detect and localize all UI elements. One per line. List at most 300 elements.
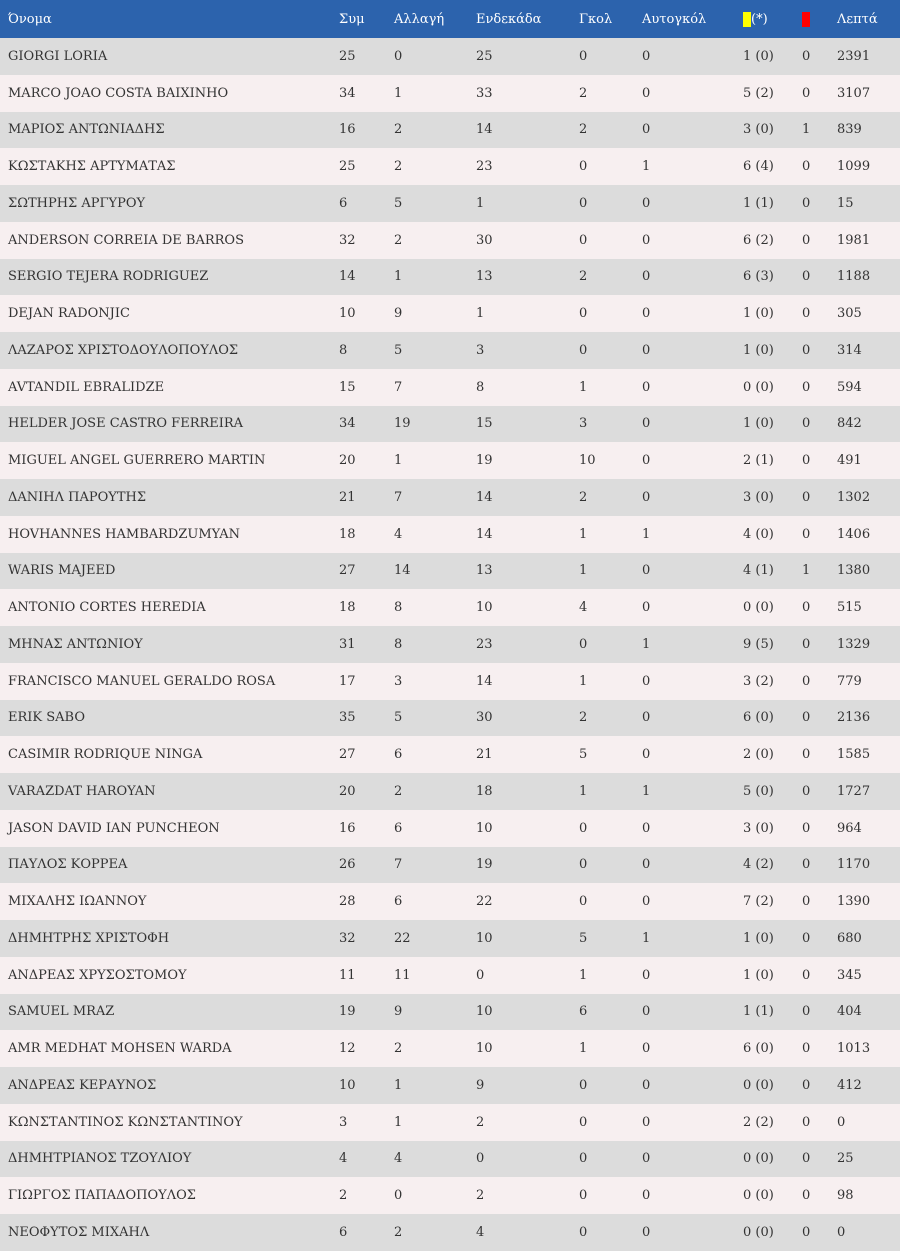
starter-cell: 10 [476,1004,493,1020]
substitute-cell: 0 [394,1188,403,1204]
substitute-cell: 6 [394,894,403,910]
table-row [0,736,900,773]
column-header-substitute[interactable]: Αλλαγή [394,11,445,27]
goals-cell: 0 [579,159,588,175]
player-name-cell[interactable]: GIORGI LORIA [8,48,108,64]
goals-cell: 0 [579,48,588,64]
table-row [0,1030,900,1067]
column-header-starter[interactable]: Ενδεκάδα [476,11,542,27]
player-name-cell[interactable]: DEJAN RADONJIC [8,306,130,322]
yellow-cards-cell: 6 (3) [743,269,774,285]
starter-cell: 4 [476,1224,485,1240]
player-name-cell[interactable]: ΑΝΔΡΕΑΣ ΧΡΥΣΟΣΤΟΜΟΥ [8,967,187,983]
yellow-cards-cell: 6 (0) [743,1041,774,1057]
red-cards-cell: 0 [802,1224,811,1240]
goals-cell: 0 [579,195,588,211]
goals-cell: 1 [579,526,588,542]
own-goals-cell: 0 [642,85,651,101]
red-cards-cell: 0 [802,1041,811,1057]
substitute-cell: 5 [394,342,403,358]
goals-cell: 2 [579,489,588,505]
yellow-cards-cell: 0 (0) [743,379,774,395]
player-name-cell[interactable]: ΑΝΔΡΕΑΣ ΚΕΡΑΥΝΟΣ [8,1077,157,1093]
substitute-cell: 5 [394,195,403,211]
yellow-cards-cell: 1 (0) [743,930,774,946]
minutes-cell: 1170 [837,857,871,873]
own-goals-cell: 0 [642,269,651,285]
own-goals-cell: 0 [642,232,651,248]
yellow-cards-cell: 2 (1) [743,453,774,469]
minutes-cell: 594 [837,379,862,395]
own-goals-cell: 0 [642,1077,651,1093]
red-cards-cell: 0 [802,85,811,101]
yellow-cards-cell: 5 (2) [743,85,774,101]
substitute-cell: 8 [394,636,403,652]
substitute-cell: 14 [394,563,411,579]
minutes-cell: 314 [837,342,862,358]
starter-cell: 30 [476,232,493,248]
column-header-minutes[interactable]: Λεπτά [837,11,878,27]
player-name-cell[interactable]: AVTANDIL EBRALIDZE [8,379,165,395]
player-name-cell[interactable]: ΣΩΤΗΡΗΣ ΑΡΓΥΡΟΥ [8,195,146,211]
substitute-cell: 1 [394,269,403,285]
starter-cell: 3 [476,342,485,358]
table-row [0,1141,900,1178]
starter-cell: 19 [476,857,493,873]
starter-cell: 15 [476,416,493,432]
minutes-cell: 1013 [837,1041,871,1057]
red-cards-cell: 0 [802,342,811,358]
yellow-cards-cell: 1 (0) [743,306,774,322]
red-cards-cell: 0 [802,1188,811,1204]
player-name-cell[interactable]: VARAZDAT HAROYAN [8,783,156,799]
yellow-cards-cell: 0 (0) [743,600,774,616]
starter-cell: 2 [476,1114,485,1130]
starter-cell: 9 [476,1077,485,1093]
minutes-cell: 404 [837,1004,862,1020]
appearances-cell: 3 [339,1114,348,1130]
minutes-cell: 491 [837,453,862,469]
starter-cell: 10 [476,930,493,946]
table-row [0,148,900,185]
minutes-cell: 842 [837,416,862,432]
minutes-cell: 0 [837,1114,846,1130]
table-row [0,626,900,663]
starter-cell: 13 [476,563,493,579]
red-cards-cell: 0 [802,453,811,469]
minutes-cell: 1727 [837,783,871,799]
yellow-cards-cell: 0 (0) [743,1188,774,1204]
own-goals-cell: 0 [642,306,651,322]
player-name-cell[interactable]: ANTONIO CORTES HEREDIA [8,600,206,616]
yellow-cards-cell: 1 (0) [743,967,774,983]
appearances-cell: 12 [339,1041,356,1057]
column-header-name[interactable]: Όνομα [8,11,52,27]
yellow-cards-suffix: (*) [751,11,768,27]
goals-cell: 0 [579,1077,588,1093]
red-cards-cell: 0 [802,269,811,285]
appearances-cell: 18 [339,526,356,542]
table-row [0,994,900,1031]
substitute-cell: 1 [394,453,403,469]
column-header-appearances[interactable]: Συμ [339,11,365,27]
appearances-cell: 6 [339,1224,348,1240]
own-goals-cell: 0 [642,967,651,983]
appearances-cell: 25 [339,159,356,175]
goals-cell: 2 [579,122,588,138]
table-row [0,773,900,810]
goals-cell: 5 [579,747,588,763]
minutes-cell: 3107 [837,85,871,101]
player-name-cell[interactable]: ANDERSON CORREIA DE BARROS [8,232,244,248]
own-goals-cell: 0 [642,600,651,616]
table-row [0,112,900,149]
own-goals-cell: 1 [642,636,651,652]
substitute-cell: 9 [394,1004,403,1020]
table-row [0,516,900,553]
table-row [0,369,900,406]
goals-cell: 0 [579,342,588,358]
yellow-cards-cell: 1 (1) [743,1004,774,1020]
starter-cell: 33 [476,85,493,101]
minutes-cell: 1406 [837,526,871,542]
own-goals-cell: 0 [642,48,651,64]
red-cards-cell: 0 [802,48,811,64]
goals-cell: 0 [579,636,588,652]
player-name-cell[interactable]: ΔΗΜΗΤΡΗΣ ΧΡΙΣΤΟΦΗ [8,930,170,946]
table-row [0,295,900,332]
goals-cell: 0 [579,820,588,836]
substitute-cell: 11 [394,967,411,983]
own-goals-cell: 0 [642,747,651,763]
player-name-cell[interactable]: MIGUEL ANGEL GUERRERO MARTIN [8,453,266,469]
table-row [0,406,900,443]
yellow-cards-cell: 4 (1) [743,563,774,579]
own-goals-cell: 1 [642,783,651,799]
table-row [0,185,900,222]
table-row [0,957,900,994]
goals-cell: 2 [579,269,588,285]
minutes-cell: 680 [837,930,862,946]
minutes-cell: 0 [837,1224,846,1240]
goals-cell: 0 [579,1114,588,1130]
player-name-cell[interactable]: ΓΙΩΡΓΟΣ ΠΑΠΑΔΟΠΟΥΛΟΣ [8,1188,196,1204]
player-name-cell[interactable]: ΜΙΧΑΛΗΣ ΙΩΑΝΝΟΥ [8,894,147,910]
red-cards-cell: 0 [802,195,811,211]
minutes-cell: 1585 [837,747,871,763]
starter-cell: 23 [476,159,493,175]
minutes-cell: 25 [837,1151,854,1167]
red-cards-cell: 0 [802,1151,811,1167]
substitute-cell: 1 [394,85,403,101]
player-name-cell[interactable]: ΔΗΜΗΤΡΙΑΝΟΣ ΤΖΟΥΛΙΟΥ [8,1151,192,1167]
yellow-cards-cell: 3 (0) [743,122,774,138]
own-goals-cell: 0 [642,416,651,432]
table-row [0,700,900,737]
goals-cell: 2 [579,710,588,726]
table-row [0,663,900,700]
column-header-red-cards[interactable] [802,0,837,38]
player-name-cell[interactable]: JASON DAVID IAN PUNCHEON [8,820,220,836]
minutes-cell: 964 [837,820,862,836]
own-goals-cell: 0 [642,1114,651,1130]
own-goals-cell: 0 [642,489,651,505]
player-name-cell[interactable]: FRANCISCO MANUEL GERALDO ROSA [8,673,276,689]
table-row [0,442,900,479]
appearances-cell: 16 [339,820,356,836]
appearances-cell: 31 [339,636,356,652]
starter-cell: 14 [476,526,493,542]
starter-cell: 1 [476,195,485,211]
appearances-cell: 6 [339,195,348,211]
starter-cell: 30 [476,710,493,726]
starter-cell: 8 [476,379,485,395]
red-cards-cell: 0 [802,747,811,763]
own-goals-cell: 0 [642,122,651,138]
minutes-cell: 779 [837,673,862,689]
minutes-cell: 1302 [837,489,871,505]
table-row [0,589,900,626]
yellow-cards-cell: 0 (0) [743,1077,774,1093]
substitute-cell: 2 [394,1224,403,1240]
yellow-cards-cell: 9 (5) [743,636,774,652]
red-cards-cell: 0 [802,306,811,322]
player-name-cell[interactable]: HOVHANNES HAMBARDZUMYAN [8,526,240,542]
yellow-cards-cell: 6 (2) [743,232,774,248]
appearances-cell: 20 [339,783,356,799]
red-cards-cell: 0 [802,1114,811,1130]
substitute-cell: 7 [394,379,403,395]
table-row [0,1104,900,1141]
yellow-cards-cell: 1 (0) [743,416,774,432]
own-goals-cell: 1 [642,526,651,542]
red-cards-cell: 0 [802,820,811,836]
substitute-cell: 3 [394,673,403,689]
red-cards-cell: 0 [802,379,811,395]
player-name-cell[interactable]: ΝΕΟΦΥΤΟΣ ΜΙΧΑΗΛ [8,1224,150,1240]
appearances-cell: 10 [339,306,356,322]
goals-cell: 10 [579,453,596,469]
substitute-cell: 1 [394,1114,403,1130]
own-goals-cell: 0 [642,342,651,358]
column-header-goals[interactable]: Γκολ [579,11,613,27]
own-goals-cell: 0 [642,1004,651,1020]
red-card-icon [802,12,810,27]
red-cards-cell: 0 [802,930,811,946]
appearances-cell: 27 [339,563,356,579]
player-name-cell[interactable]: ERIK SABO [8,710,86,726]
appearances-cell: 27 [339,747,356,763]
substitute-cell: 8 [394,600,403,616]
substitute-cell: 2 [394,783,403,799]
yellow-cards-cell: 1 (1) [743,195,774,211]
table-row [0,1177,900,1214]
goals-cell: 0 [579,232,588,248]
appearances-cell: 17 [339,673,356,689]
minutes-cell: 2391 [837,48,871,64]
appearances-cell: 15 [339,379,356,395]
player-name-cell[interactable]: CASIMIR RODRIQUE NINGA [8,747,203,763]
red-cards-cell: 0 [802,857,811,873]
starter-cell: 23 [476,636,493,652]
goals-cell: 0 [579,306,588,322]
yellow-cards-cell: 3 (0) [743,820,774,836]
red-cards-cell: 0 [802,1004,811,1020]
own-goals-cell: 0 [642,1224,651,1240]
table-row [0,883,900,920]
red-cards-cell: 0 [802,1077,811,1093]
player-name-cell[interactable]: SAMUEL MRAZ [8,1004,115,1020]
minutes-cell: 1329 [837,636,871,652]
goals-cell: 0 [579,857,588,873]
own-goals-cell: 0 [642,379,651,395]
red-cards-cell: 0 [802,710,811,726]
yellow-cards-cell: 7 (2) [743,894,774,910]
own-goals-cell: 0 [642,1041,651,1057]
yellow-cards-cell: 0 (0) [743,1224,774,1240]
starter-cell: 10 [476,1041,493,1057]
substitute-cell: 22 [394,930,411,946]
starter-cell: 1 [476,306,485,322]
minutes-cell: 1099 [837,159,871,175]
player-name-cell[interactable]: SERGIO TEJERA RODRIGUEZ [8,269,209,285]
own-goals-cell: 0 [642,195,651,211]
red-cards-cell: 0 [802,489,811,505]
table-row [0,479,900,516]
goals-cell: 0 [579,1151,588,1167]
starter-cell: 0 [476,1151,485,1167]
appearances-cell: 16 [339,122,356,138]
goals-cell: 0 [579,1224,588,1240]
starter-cell: 10 [476,820,493,836]
minutes-cell: 345 [837,967,862,983]
appearances-cell: 2 [339,1188,348,1204]
appearances-cell: 34 [339,85,356,101]
player-name-cell[interactable]: ΛΑΖΑΡΟΣ ΧΡΙΣΤΟΔΟΥΛΟΠΟΥΛΟΣ [8,342,239,358]
appearances-cell: 11 [339,967,356,983]
red-cards-cell: 0 [802,894,811,910]
yellow-cards-cell: 2 (0) [743,747,774,763]
appearances-cell: 28 [339,894,356,910]
red-cards-cell: 0 [802,232,811,248]
starter-cell: 21 [476,747,493,763]
player-name-cell[interactable]: ΜΑΡΙΟΣ ΑΝΤΩΝΙΑΔΗΣ [8,122,165,138]
minutes-cell: 515 [837,600,862,616]
column-header-own-goals[interactable]: Αυτογκόλ [642,11,707,27]
column-header-yellow-cards[interactable] [743,0,802,38]
substitute-cell: 2 [394,1041,403,1057]
goals-cell: 1 [579,673,588,689]
yellow-cards-cell: 3 (2) [743,673,774,689]
yellow-cards-cell: 1 (0) [743,342,774,358]
appearances-cell: 21 [339,489,356,505]
starter-cell: 14 [476,122,493,138]
table-row [0,75,900,112]
player-name-cell[interactable]: ΚΩΣΤΑΚΗΣ ΑΡΤΥΜΑΤΑΣ [8,159,176,175]
goals-cell: 1 [579,967,588,983]
table-row [0,1067,900,1104]
player-name-cell[interactable]: WARIS MAJEED [8,563,116,579]
starter-cell: 25 [476,48,493,64]
table-row [0,259,900,296]
substitute-cell: 2 [394,232,403,248]
table-row [0,810,900,847]
own-goals-cell: 0 [642,1188,651,1204]
appearances-cell: 32 [339,232,356,248]
red-cards-cell: 0 [802,636,811,652]
table-row [0,1214,900,1251]
player-name-cell[interactable]: ΚΩΝΣΤΑΝΤΙΝΟΣ ΚΩΝΣΤΑΝΤΙΝΟΥ [8,1114,243,1130]
player-name-cell[interactable]: ΔΑΝΙΗΛ ΠΑΡΟΥΤΗΣ [8,489,147,505]
yellow-cards-cell: 4 (0) [743,526,774,542]
table-header-row [0,0,900,38]
starter-cell: 10 [476,600,493,616]
player-name-cell[interactable]: ΠΑΥΛΟΣ ΚΟΡΡΕΑ [8,857,128,873]
table-row [0,222,900,259]
starter-cell: 18 [476,783,493,799]
table-body [0,38,900,1251]
goals-cell: 4 [579,600,588,616]
goals-cell: 0 [579,1188,588,1204]
yellow-cards-cell: 6 (0) [743,710,774,726]
substitute-cell: 9 [394,306,403,322]
yellow-cards-cell: 1 (0) [743,48,774,64]
goals-cell: 0 [579,894,588,910]
appearances-cell: 4 [339,1151,348,1167]
substitute-cell: 5 [394,710,403,726]
goals-cell: 1 [579,1041,588,1057]
starter-cell: 13 [476,269,493,285]
appearances-cell: 14 [339,269,356,285]
starter-cell: 14 [476,673,493,689]
yellow-cards-cell: 0 (0) [743,1151,774,1167]
red-cards-cell: 0 [802,673,811,689]
yellow-card-icon [743,12,751,27]
player-name-cell[interactable]: HELDER JOSE CASTRO FERREIRA [8,416,244,432]
own-goals-cell: 1 [642,159,651,175]
substitute-cell: 6 [394,820,403,836]
own-goals-cell: 0 [642,1151,651,1167]
own-goals-cell: 0 [642,894,651,910]
minutes-cell: 2136 [837,710,871,726]
own-goals-cell: 0 [642,820,651,836]
substitute-cell: 2 [394,159,403,175]
minutes-cell: 98 [837,1188,854,1204]
appearances-cell: 10 [339,1077,356,1093]
player-name-cell[interactable]: ΜΗΝΑΣ ΑΝΤΩΝΙΟΥ [8,636,143,652]
own-goals-cell: 0 [642,857,651,873]
goals-cell: 5 [579,930,588,946]
own-goals-cell: 0 [642,563,651,579]
table-row [0,553,900,590]
player-name-cell[interactable]: MARCO JOAO COSTA BAIXINHO [8,85,229,101]
player-name-cell[interactable]: AMR MEDHAT MOHSEN WARDA [8,1041,232,1057]
yellow-cards-cell: 6 (4) [743,159,774,175]
goals-cell: 2 [579,85,588,101]
red-cards-cell: 0 [802,526,811,542]
substitute-cell: 2 [394,122,403,138]
table-row [0,847,900,884]
minutes-cell: 15 [837,195,854,211]
red-cards-cell: 0 [802,416,811,432]
red-cards-cell: 0 [802,600,811,616]
red-cards-cell: 1 [802,563,811,579]
yellow-cards-cell: 4 (2) [743,857,774,873]
table-row [0,332,900,369]
substitute-cell: 19 [394,416,411,432]
goals-cell: 1 [579,783,588,799]
minutes-cell: 839 [837,122,862,138]
